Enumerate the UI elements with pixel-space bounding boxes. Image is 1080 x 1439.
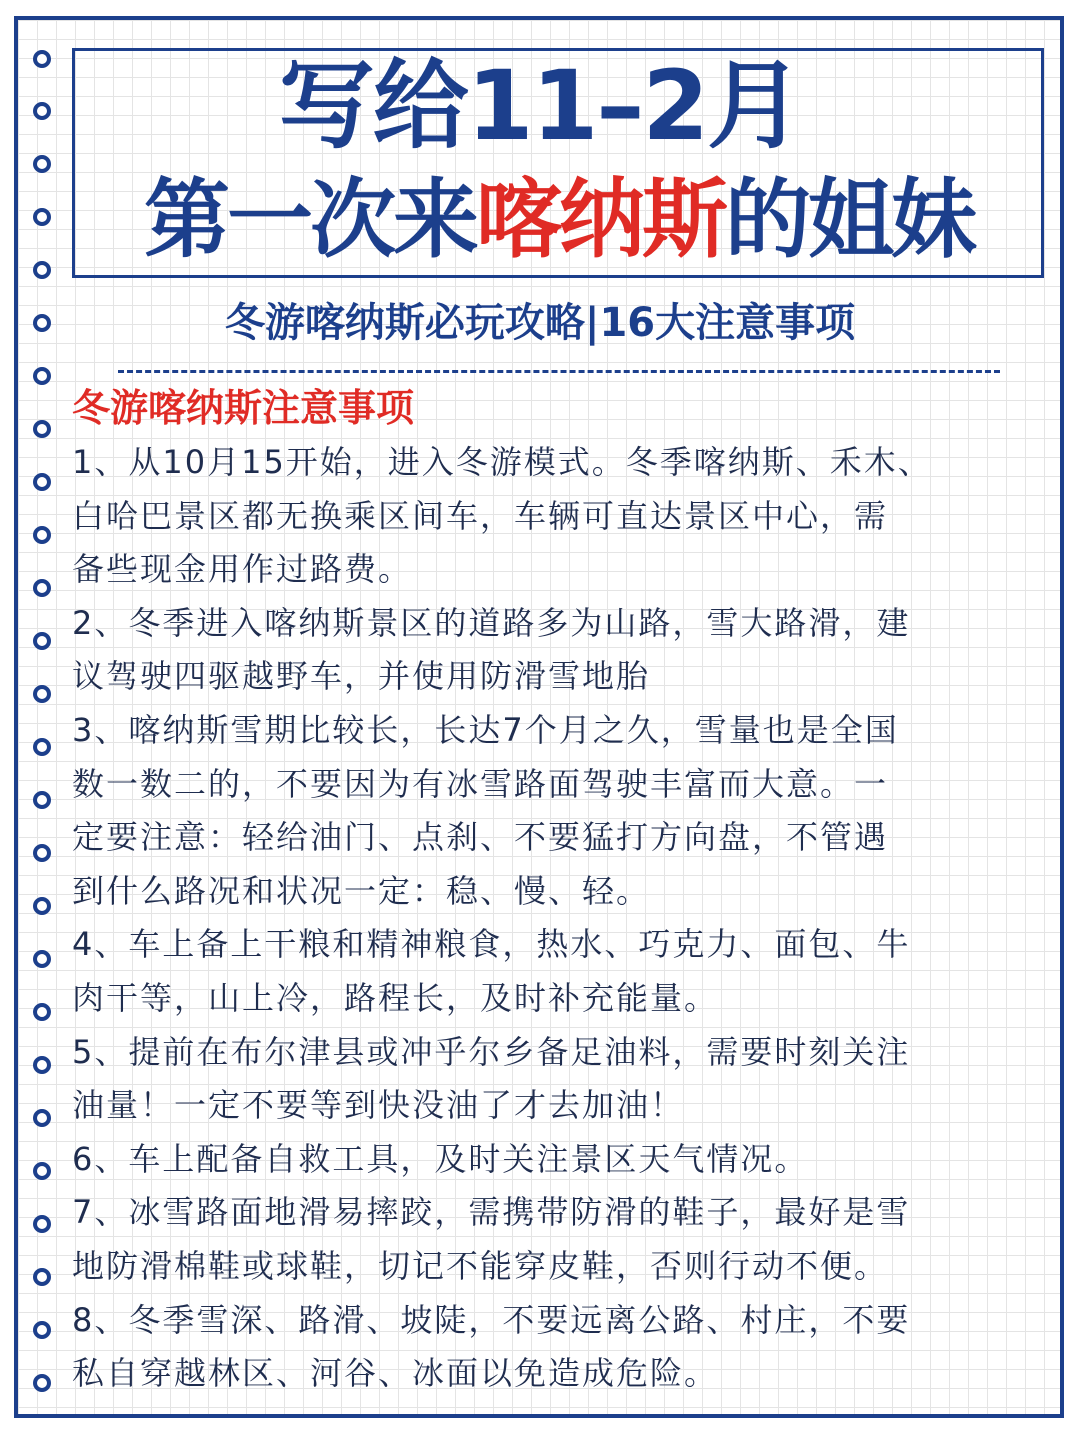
body-line: 数一数二的，不要因为有冰雪路面驾驶丰富而大意。一 <box>72 764 889 803</box>
ring-icon <box>33 844 51 862</box>
title-highlight: 喀纳斯 <box>476 170 725 270</box>
ring-icon <box>33 526 51 544</box>
ring-icon <box>33 155 51 173</box>
dashed-divider <box>118 370 1000 373</box>
ring-icon <box>33 261 51 279</box>
body-line: 油量！一定不要等到快没油了才去加油！ <box>72 1086 685 1125</box>
ring-icon <box>33 208 51 226</box>
body-line: 备些现金用作过路费。 <box>72 550 413 589</box>
notes-body <box>72 436 1050 1401</box>
ring-icon <box>33 897 51 915</box>
body-line: 地防滑棉鞋或球鞋，切记不能穿皮鞋，否则行动不便。 <box>72 1246 889 1285</box>
ring-icon <box>33 1056 51 1074</box>
title-line-2-part-2: 的姐妹 <box>725 170 974 270</box>
ring-icon <box>33 1162 51 1180</box>
ring-icon <box>33 1215 51 1233</box>
body-line: 到什么路况和状况一定：稳、慢、轻。 <box>72 871 651 910</box>
body-line: 白哈巴景区都无换乘区间车，车辆可直达景区中心，需 <box>72 496 889 535</box>
body-line: 5、提前在布尔津县或冲乎尔乡备足油料，需要时刻关注 <box>72 1032 911 1071</box>
ring-icon <box>33 1268 51 1286</box>
ring-icon <box>33 950 51 968</box>
body-line: 议驾驶四驱越野车，并使用防滑雪地胎 <box>72 657 651 696</box>
title-line-2-part-1: 第一次来 <box>144 170 476 270</box>
body-line: 私自穿越林区、河谷、冰面以免造成危险。 <box>72 1354 719 1393</box>
body-line: 4、车上备上干粮和精神粮食，热水、巧克力、面包、牛 <box>72 925 911 964</box>
ring-icon <box>33 1109 51 1127</box>
title-line-1: 写给11–2月 <box>278 50 802 162</box>
subtitle: 冬游喀纳斯必玩攻略|16大注意事项 <box>224 300 856 346</box>
body-line: 肉干等，山上冷，路程长，及时补充能量。 <box>72 978 719 1017</box>
ring-icon <box>33 791 51 809</box>
ring-icon <box>33 1003 51 1021</box>
ring-icon <box>33 738 51 756</box>
ring-icon <box>33 473 51 491</box>
ring-icon <box>33 579 51 597</box>
body-line: 3、喀纳斯雪期比较长，长达7个月之久，雪量也是全国 <box>72 710 899 749</box>
body-line: 定要注意：轻给油门、点刹、不要猛打方向盘，不管遇 <box>72 818 889 857</box>
body-line: 8、冬季雪深、路滑、坡陡，不要远离公路、村庄，不要 <box>72 1300 911 1339</box>
title-line-2 <box>74 170 1044 270</box>
ring-icon <box>33 367 51 385</box>
ring-icon <box>33 685 51 703</box>
body-line: 1、从10月15开始，进入冬游模式。冬季喀纳斯、禾木、 <box>72 443 932 481</box>
ring-icon <box>33 420 51 438</box>
binder-rings <box>30 0 60 1439</box>
body-line: 2、冬季进入喀纳斯景区的道路多为山路，雪大路滑，建 <box>72 603 911 642</box>
ring-icon <box>33 632 51 650</box>
ring-icon <box>33 1374 51 1392</box>
body-line: 7、冰雪路面地滑易摔跤，需携带防滑的鞋子，最好是雪 <box>72 1193 911 1232</box>
ring-icon <box>33 1321 51 1339</box>
body-line: 6、车上配备自救工具，及时关注景区天气情况。 <box>72 1139 809 1178</box>
section-heading: 冬游喀纳斯注意事项 <box>72 386 415 430</box>
